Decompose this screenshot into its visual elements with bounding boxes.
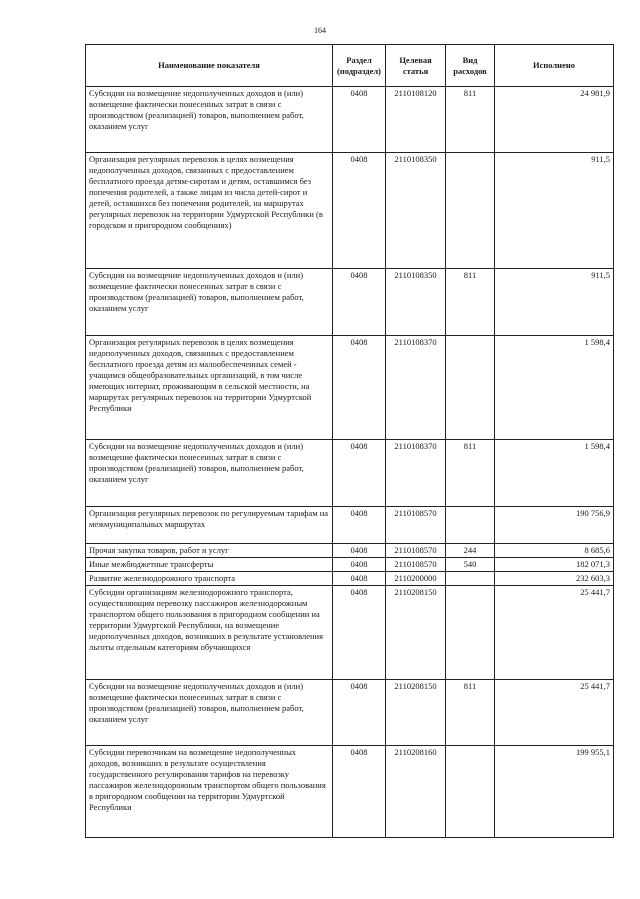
table-row [86,153,614,269]
row-section: 0408 [333,269,386,336]
row-executed: 182 071,3 [495,558,614,572]
row-name: Иные межбюджетные трансферты [86,558,333,572]
row-name: Прочая закупка товаров, работ и услуг [86,544,333,558]
row-target: 2110208150 [386,586,446,680]
row-executed: 1 598,4 [495,440,614,507]
row-section: 0408 [333,544,386,558]
header-target: Целевая статья [386,45,446,87]
row-name: Организация регулярных перевозок по регулируемым тарифам на межмуниципальных маршрутах [86,507,333,544]
row-executed: 911,5 [495,269,614,336]
row-executed: 25 441,7 [495,586,614,680]
row-executed: 232 603,3 [495,572,614,586]
row-target: 2110108570 [386,558,446,572]
row-target: 2110108350 [386,153,446,269]
row-executed: 199 955,1 [495,746,614,838]
row-name: Субсидии на возмещение недополученных доходов и (или) возмещение фактически понесенных затрат в связи с производством (реализацией) товаров, выполнением работ, оказанием услуг [86,440,333,507]
row-section: 0408 [333,507,386,544]
table-row [86,269,614,336]
row-executed: 911,5 [495,153,614,269]
header-section: Раздел (подраздел) [333,45,386,87]
row-target: 2110200000 [386,572,446,586]
table-row [86,680,614,746]
row-executed: 190 756,9 [495,507,614,544]
table-row [86,544,614,558]
row-executed: 24 981,9 [495,87,614,153]
row-target: 2110108570 [386,544,446,558]
table-row [86,440,614,507]
row-kind: 244 [446,544,495,558]
row-name: Субсидии на возмещение недополученных доходов и (или) возмещение фактически понесенных затрат в связи с производством (реализацией) товаров, выполнением работ, оказанием услуг [86,269,333,336]
row-kind [446,746,495,838]
row-target: 2110108120 [386,87,446,153]
row-kind: 540 [446,558,495,572]
row-kind [446,336,495,440]
row-target: 2110108570 [386,507,446,544]
row-kind [446,572,495,586]
budget-execution-table [85,44,614,838]
table-row [86,507,614,544]
row-kind [446,507,495,544]
row-section: 0408 [333,336,386,440]
table-row [86,336,614,440]
row-section: 0408 [333,153,386,269]
row-name: Развитие железнодорожного транспорта [86,572,333,586]
row-section: 0408 [333,558,386,572]
table-header-row [86,45,614,87]
table-row [86,586,614,680]
row-section: 0408 [333,87,386,153]
row-section: 0408 [333,586,386,680]
row-target: 2110208160 [386,746,446,838]
row-target: 2110108370 [386,336,446,440]
row-target: 2110108350 [386,269,446,336]
header-name: Наименование показателя [86,45,333,87]
row-kind: 811 [446,87,495,153]
table-row [86,572,614,586]
row-name: Субсидии на возмещение недополученных доходов и (или) возмещение фактически понесенных затрат в связи с производством (реализацией) товаров, выполнением работ, оказанием услуг [86,87,333,153]
row-name: Субсидии на возмещение недополученных доходов и (или) возмещение фактически понесенных затрат в связи с производством (реализацией) товаров, выполнением работ, оказанием услуг [86,680,333,746]
table-row [86,558,614,572]
row-section: 0408 [333,440,386,507]
row-kind [446,586,495,680]
row-target: 2110108370 [386,440,446,507]
row-kind: 811 [446,440,495,507]
row-name: Организация регулярных перевозок в целях возмещения недополученных доходов, связанных с предоставлением бесплатного проезда детям из малообеспеченных семей - учащимся общеобразовательных организаций, в том числе имеющих интернат, проживающим в сельской местности, на маршрутах регулярных перевозок на территории Удмуртской Республики [86,336,333,440]
row-name: Организация регулярных перевозок в целях возмещения недополученных доходов, связанных с предоставлением бесплатного проезда детям-сиротам и детям, оставшимся без попечения родителей, а также лицам из числа детей-сирот и детей, оставшихся без попечения родителей, на маршрутах регулярных перевозок на территории Удмуртской Республики (в городском и пригородном сообщениях) [86,153,333,269]
row-name: Субсидии организациям железнодорожного транспорта, осуществляющим перевозку пассажиров железнодорожным транспортом общего пользования в пригородном сообщении на территории Удмуртской Республики, на возмещение недополученных доходов, возникших в результате установления льготы отдельным категориям обучающихся [86,586,333,680]
row-executed: 8 685,6 [495,544,614,558]
table-row [86,746,614,838]
row-kind: 811 [446,269,495,336]
header-kind: Вид расходов [446,45,495,87]
row-kind [446,153,495,269]
header-executed: Исполнено [495,45,614,87]
row-executed: 25 441,7 [495,680,614,746]
row-name: Субсидии перевозчикам на возмещение недополученных доходов, возникших в результате осуществления государственного регулирования тарифов на перевозку пассажиров железнодорожным транспортом общего пользования в пригородном сообщении на территории Удмуртской Республики [86,746,333,838]
row-executed: 1 598,4 [495,336,614,440]
row-section: 0408 [333,680,386,746]
row-section: 0408 [333,572,386,586]
row-target: 2110208150 [386,680,446,746]
row-section: 0408 [333,746,386,838]
page-number: 164 [314,26,326,35]
table-row [86,87,614,153]
row-kind: 811 [446,680,495,746]
